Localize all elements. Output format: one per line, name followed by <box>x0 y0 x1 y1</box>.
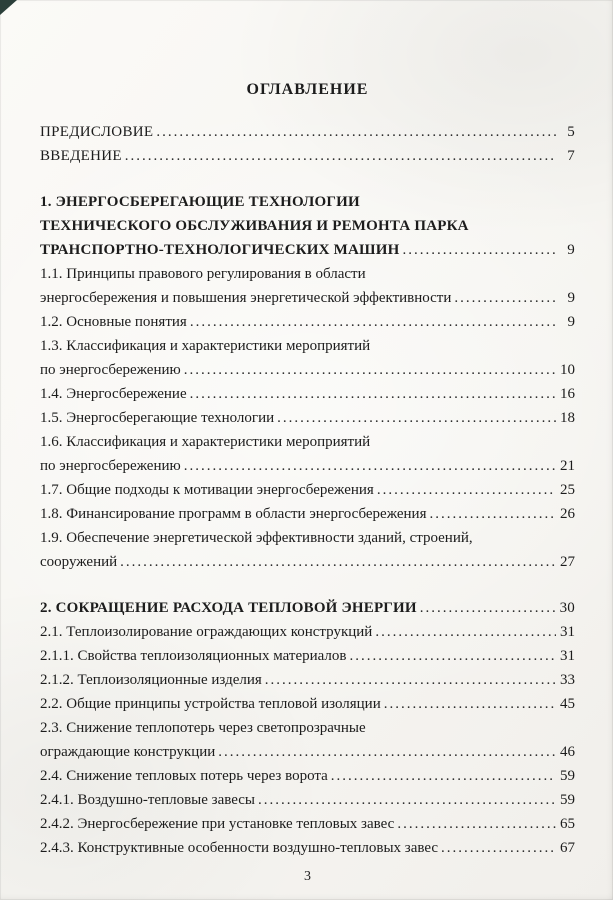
page-title: ОГЛАВЛЕНИЕ <box>246 81 369 98</box>
toc-entry-line <box>40 836 575 860</box>
toc-entry-text: 2. СОКРАЩЕНИЕ РАСХОДА ТЕПЛОВОЙ ЭНЕРГИИ <box>40 600 417 616</box>
toc-entry-text: 2.4. Снижение тепловых потерь через ворота <box>40 768 328 784</box>
toc-entry-line <box>40 406 575 430</box>
toc-page-number: 26 <box>560 506 575 522</box>
toc-page-number: 16 <box>560 386 575 402</box>
dot-leader <box>184 358 556 382</box>
toc-entry <box>40 382 575 406</box>
toc-entry-line <box>40 144 575 168</box>
toc-entry-text: 1.3. Классификация и характеристики мероприятий <box>40 338 371 354</box>
dot-leader <box>125 144 557 168</box>
toc-entry-text: 1.4. Энергосбережение <box>40 386 187 402</box>
toc-entry <box>40 620 575 644</box>
toc-entry-text: 2.4.1. Воздушно-тепловые завесы <box>40 792 256 808</box>
dot-leader <box>184 454 556 478</box>
toc-entry-line <box>40 358 575 382</box>
toc-entry-text: 1.2. Основные понятия <box>40 314 187 330</box>
toc-entry-line <box>40 430 575 454</box>
toc-entry-line <box>40 454 575 478</box>
toc-entry-line <box>40 740 575 764</box>
toc-entry-line <box>40 262 575 286</box>
toc-entry-text: по энергосбережению <box>40 458 181 474</box>
toc-entry-text: ТЕХНИЧЕСКОГО ОБСЛУЖИВАНИЯ И РЕМОНТА ПАРКА <box>40 218 469 234</box>
dot-leader <box>375 620 556 644</box>
dot-leader <box>331 764 556 788</box>
toc-page-number: 59 <box>560 768 575 784</box>
toc-entry <box>40 406 575 430</box>
toc-entry-text: 2.1.2. Теплоизоляционные изделия <box>40 672 262 688</box>
dot-leader <box>429 502 556 526</box>
dot-leader <box>218 740 556 764</box>
toc-entry-line <box>40 190 575 214</box>
toc-entry-line <box>40 812 575 836</box>
toc-page-number: 18 <box>560 410 575 426</box>
toc-entry <box>40 144 575 168</box>
toc-page-number: 30 <box>559 600 575 616</box>
toc-entry-text: 1.9. Обеспечение энергетической эффективности зданий, строений, <box>40 530 473 546</box>
toc-entry <box>40 716 575 764</box>
toc-entry <box>40 836 575 860</box>
toc-entry-text: 2.2. Общие принципы устройства тепловой изоляции <box>40 696 381 712</box>
toc <box>40 120 575 860</box>
toc-entry-text: 2.1. Теплоизолирование ограждающих конструкций <box>40 624 373 640</box>
toc-entry-line <box>40 238 575 262</box>
toc-page-number: 67 <box>560 840 575 856</box>
dot-leader <box>190 310 557 334</box>
dot-leader <box>350 644 557 668</box>
toc-entry-text: 1.5. Энергосберегающие технологии <box>40 410 275 426</box>
dot-leader <box>156 120 557 144</box>
toc-entry-line <box>40 620 575 644</box>
dot-leader <box>190 382 556 406</box>
toc-entry <box>40 310 575 334</box>
toc-page-number: 46 <box>560 744 575 760</box>
toc-page-number: 9 <box>567 242 575 258</box>
scan-corner-artifact <box>0 0 17 15</box>
toc-entry-line <box>40 120 575 144</box>
toc-page-number: 9 <box>567 314 575 330</box>
toc-entry-line <box>40 644 575 668</box>
toc-entry-text: 2.4.2. Энергосбережение при установке тепловых завес <box>40 816 395 832</box>
footer-page-number: 3 <box>304 869 311 884</box>
toc-entry <box>40 788 575 812</box>
toc-entry-line <box>40 596 575 620</box>
toc-entry-line <box>40 310 575 334</box>
toc-page-number: 31 <box>560 648 575 664</box>
dot-leader <box>441 836 556 860</box>
toc-entry-text: сооружений <box>40 554 118 570</box>
toc-entry <box>40 526 575 574</box>
toc-entry-line <box>40 716 575 740</box>
toc-entry-text: энергосбережения и повышения энергетической эффективности <box>40 290 452 306</box>
toc-page-number: 25 <box>560 482 575 498</box>
toc-entry-text: ТРАНСПОРТНО-ТЕХНОЛОГИЧЕСКИХ МАШИН <box>40 242 400 258</box>
toc-entry <box>40 190 575 262</box>
toc-entry-text: ограждающие конструкции <box>40 744 216 760</box>
toc-entry-line <box>40 788 575 812</box>
toc-group <box>40 190 575 574</box>
dot-leader <box>258 788 556 812</box>
toc-entry-text: 2.3. Снижение теплопотерь через светопрозрачные <box>40 720 366 736</box>
toc-entry-line <box>40 382 575 406</box>
toc-entry-line <box>40 668 575 692</box>
toc-entry-text: 1.6. Классификация и характеристики мероприятий <box>40 434 371 450</box>
toc-entry-line <box>40 286 575 310</box>
toc-group <box>40 596 575 860</box>
toc-entry <box>40 262 575 310</box>
toc-page-number: 21 <box>560 458 575 474</box>
toc-entry-line <box>40 526 575 550</box>
toc-entry-line <box>40 764 575 788</box>
toc-entry-text: по энергосбережению <box>40 362 181 378</box>
toc-entry <box>40 668 575 692</box>
toc-entry <box>40 334 575 382</box>
toc-entry-text: 1. ЭНЕРГОСБЕРЕГАЮЩИЕ ТЕХНОЛОГИИ <box>40 194 360 210</box>
toc-page-number: 9 <box>567 290 575 306</box>
toc-entry-text: ВВЕДЕНИЕ <box>40 148 122 164</box>
toc-entry-line <box>40 214 575 238</box>
toc-entry-text: 1.1. Принципы правового регулирования в области <box>40 266 366 282</box>
toc-page-number: 7 <box>567 148 575 164</box>
toc-entry-text: 1.8. Финансирование программ в области энергосбережения <box>40 506 427 522</box>
toc-entry-text: 2.4.3. Конструктивные особенности воздушно-тепловых завес <box>40 840 439 856</box>
dot-leader <box>277 406 556 430</box>
dot-leader <box>120 550 556 574</box>
toc-entry <box>40 120 575 144</box>
toc-page-number: 59 <box>560 792 575 808</box>
toc-entry <box>40 596 575 620</box>
toc-entry-line <box>40 550 575 574</box>
toc-entry-text: 1.7. Общие подходы к мотивации энергосбережения <box>40 482 374 498</box>
toc-page-number: 10 <box>560 362 575 378</box>
toc-entry <box>40 430 575 478</box>
toc-entry-text: 2.1.1. Свойства теплоизоляционных материалов <box>40 648 347 664</box>
toc-page-number: 33 <box>560 672 575 688</box>
toc-entry-text: ПРЕДИСЛОВИЕ <box>40 124 154 140</box>
toc-entry-line <box>40 478 575 502</box>
toc-page-number: 27 <box>560 554 575 570</box>
toc-entry-line <box>40 692 575 716</box>
toc-page-number: 31 <box>560 624 575 640</box>
toc-page-number: 65 <box>560 816 575 832</box>
toc-group <box>40 120 575 168</box>
dot-leader <box>397 812 556 836</box>
toc-entry <box>40 478 575 502</box>
dot-leader <box>402 238 557 262</box>
toc-page-number: 45 <box>560 696 575 712</box>
toc-entry-line <box>40 502 575 526</box>
dot-leader <box>384 692 556 716</box>
dot-leader <box>265 668 556 692</box>
toc-entry-line <box>40 334 575 358</box>
toc-entry <box>40 692 575 716</box>
toc-entry <box>40 644 575 668</box>
toc-entry <box>40 764 575 788</box>
toc-page-number: 5 <box>567 124 575 140</box>
dot-leader <box>454 286 557 310</box>
toc-entry <box>40 812 575 836</box>
dot-leader <box>377 478 556 502</box>
toc-entry <box>40 502 575 526</box>
dot-leader <box>420 596 556 620</box>
